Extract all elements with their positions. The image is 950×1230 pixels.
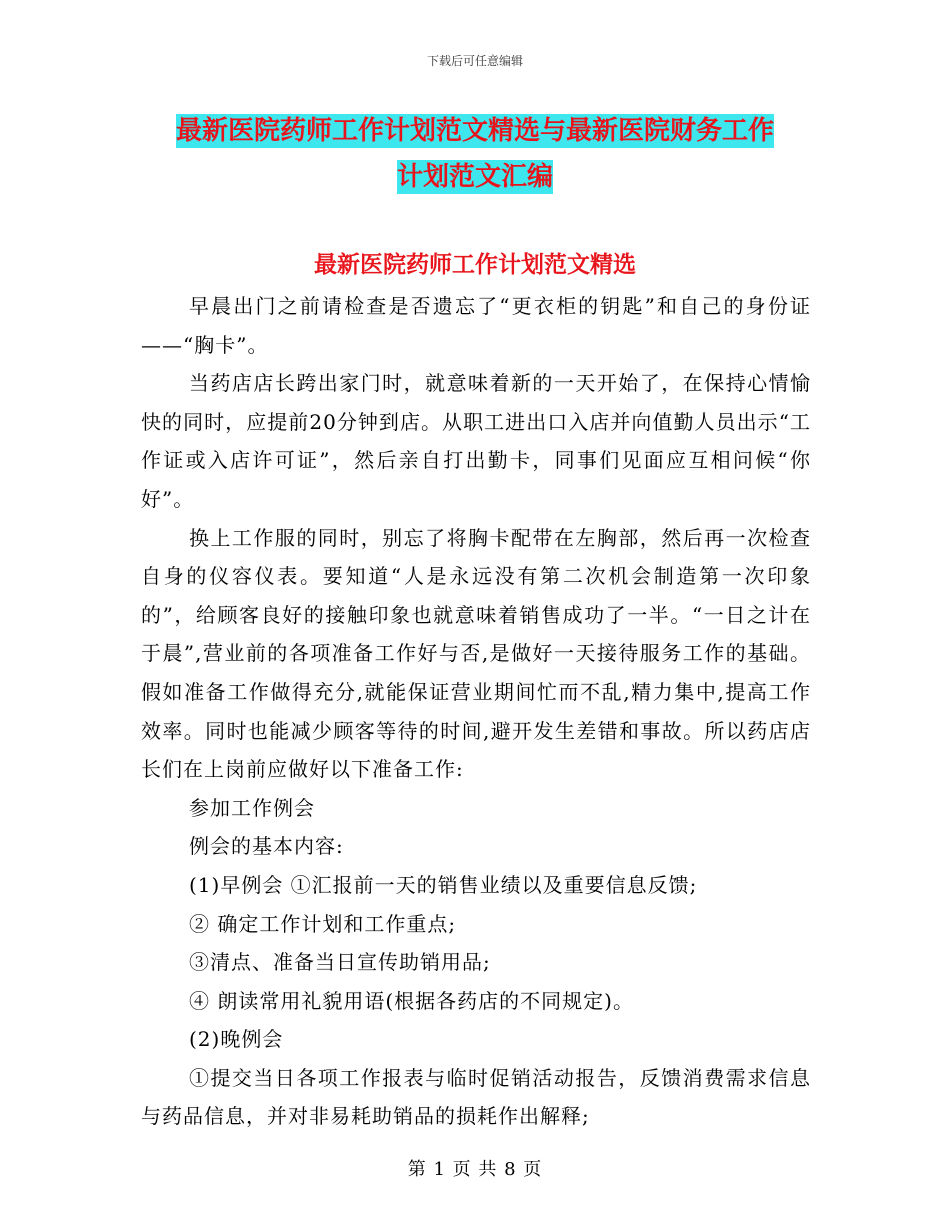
title-line-2: 计划范文汇编: [396, 162, 553, 192]
list-item: ④ 朗读常用礼貌用语(根据各药店的不同规定)。: [189, 988, 634, 1013]
list-item: ③清点、准备当日宣传助销用品;: [189, 950, 491, 975]
list-item: 例会的基本内容:: [189, 834, 344, 859]
paragraph: 换上工作服的同时，别忘了将胸卡配带在左胸部，然后再一次检查自身的仪容仪表。要知道“人是永远没有第二次机会制造第一次印象的”，给顾客良好的接触印象也就意味着销售成功了一半。“一日之计在于晨”,营业前的各项准备工作好与否,是做好一天接待服务工作的基础。假如准备工作做得充分,就能保证营业期间忙而不乱,精力集中,提高工作效率。同时也能减少顾客等待的时间,避开发生差错和事故。所以药店店长们在上岗前应做好以下准备工作:: [141, 525, 811, 782]
document-title: [140, 108, 810, 200]
header-note: 下载后可任意编辑: [426, 54, 523, 68]
list-item: (1)早例会 ①汇报前一天的销售业绩以及重要信息反馈;: [189, 872, 698, 897]
list-item: ② 确定工作计划和工作重点;: [189, 911, 457, 936]
list-item: 参加工作例会: [189, 795, 315, 820]
paragraph: 当药店店长跨出家门时，就意味着新的一天开始了，在保持心情愉快的同时，应提前20分钟到店。从职工进出口入店并向值勤人员出示“工作证或入店许可证”，然后亲自打出勤卡，同事们见面应互相问候“你好”。: [141, 371, 811, 511]
paragraph: ①提交当日各项工作报表与临时促销活动报告，反馈消费需求信息与药品信息，并对非易耗助销品的损耗作出解释;: [141, 1065, 811, 1129]
title-line-1: 最新医院药师工作计划范文精选与最新医院财务工作: [175, 116, 774, 146]
body-text: [141, 287, 811, 1136]
paragraph: 早晨出门之前请检查是否遗忘了“更衣柜的钥匙”和自己的身份证——“胸卡”。: [141, 294, 811, 357]
section-title: 最新医院药师工作计划范文精选: [314, 252, 636, 278]
page-footer: 第 1 页 共 8 页: [407, 1159, 543, 1180]
list-item: (2)晚例会: [189, 1027, 284, 1052]
